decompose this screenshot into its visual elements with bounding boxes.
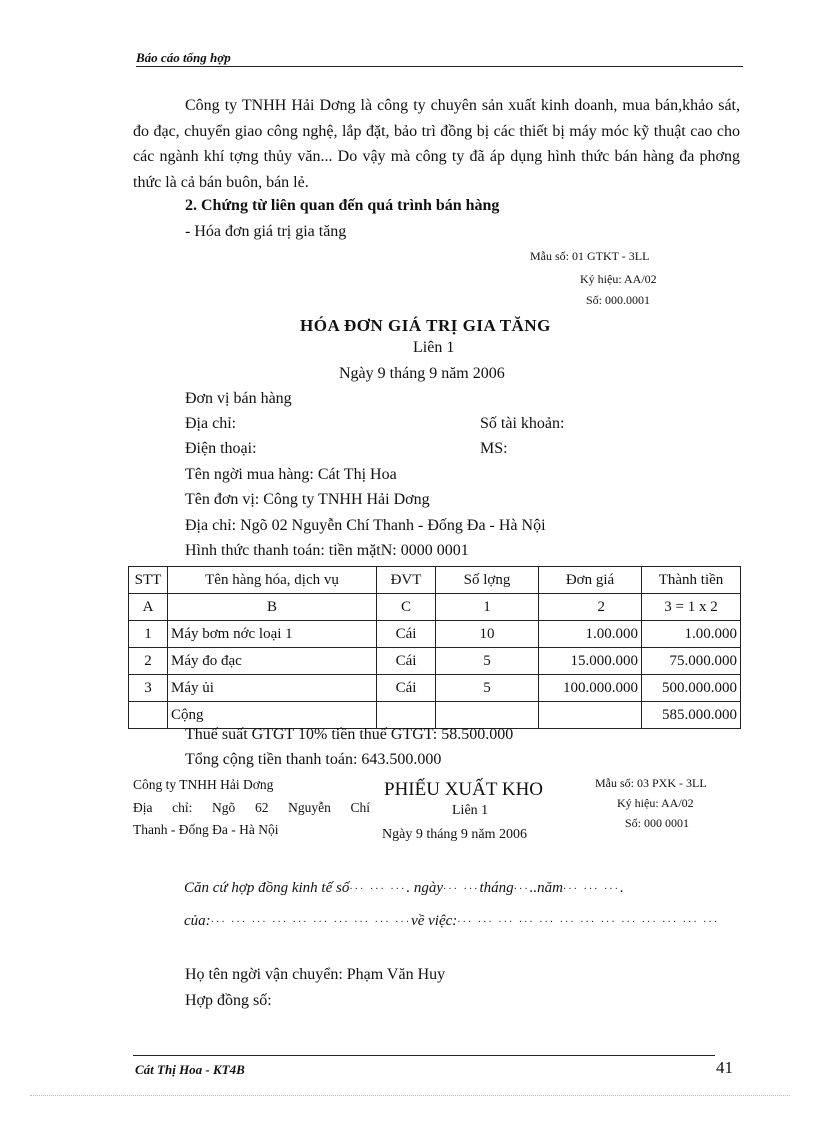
invoice-date: Ngày 9 tháng 9 năm 2006 xyxy=(339,365,505,382)
invoice-form-number: Mẫu số: 01 GTKT - 3LL xyxy=(530,249,650,263)
contract-number-label: Hợp đồng số: xyxy=(185,992,272,1009)
code-cell: 1 xyxy=(436,594,539,621)
total-empty-cell xyxy=(539,702,642,729)
grand-total-line: Tổng cộng tiền thanh toán: 643.500.000 xyxy=(185,751,442,768)
seller-address-label: Địa chỉ: xyxy=(185,415,237,432)
code-cell: C xyxy=(377,594,436,621)
total-empty-cell xyxy=(436,702,539,729)
col-header-amount: Thành tiền xyxy=(642,567,741,594)
phieu-serial: Số: 000 0001 xyxy=(625,816,690,830)
vat-rate-line: Thuế suất GTGT 10% tiền thuế GTGT: 58.500.000 xyxy=(185,726,514,743)
period: . xyxy=(619,880,624,896)
page-number: 41 xyxy=(716,1058,733,1077)
phieu-copy: Liên 1 xyxy=(452,803,489,818)
row-amount: 500.000.000 xyxy=(642,675,741,702)
invoice-symbol: Ký hiệu: AA/02 xyxy=(580,272,657,286)
sub-item-vat-invoice: - Hóa đơn giá trị gia tăng xyxy=(185,223,347,240)
transporter-name: Họ tên ngời vận chuyển: Phạm Văn Huy xyxy=(185,966,446,983)
seller-unit-label: Đơn vị bán hàng xyxy=(185,390,292,407)
col-header-quantity: Số lợng xyxy=(436,567,539,594)
row-quantity: 5 xyxy=(436,675,539,702)
of-label: của: xyxy=(184,913,211,929)
about-label: về việc: xyxy=(411,913,458,929)
col-header-unit: ĐVT xyxy=(377,567,436,594)
phieu-symbol: Ký hiệu: AA/02 xyxy=(617,796,694,810)
phieu-address-line-2: Thanh - Đống Đa - Hà Nội xyxy=(133,822,279,837)
col-header-stt: STT xyxy=(129,567,168,594)
phieu-title: PHIẾU XUẤT KHO xyxy=(384,779,544,800)
blank-dots: ··· ··· ··· xyxy=(349,884,407,895)
code-cell: A xyxy=(129,594,168,621)
row-unit: Cái xyxy=(377,675,436,702)
row-amount: 1.00.000 xyxy=(642,621,741,648)
intro-text: Công ty TNHH Hải Dơng là công ty chuyên sản xuất kinh doanh, mua bán,khảo sát, đo đạc, chuyển giao công nghệ, lắp đặt, bảo trì đồng bị các thiết bị máy móc kỹ thuật cao cho các ngành khí tợng thủy văn... Do vậy mà công ty đã áp dụng hình thức bán hàng đa phơng thức là cả bán buôn, bán lẻ. xyxy=(133,97,740,191)
row-quantity: 10 xyxy=(436,621,539,648)
col-header-item-name: Tên hàng hóa, dịch vụ xyxy=(168,567,377,594)
table-row xyxy=(129,648,741,675)
month-label: tháng xyxy=(479,880,514,896)
footer-divider xyxy=(133,1055,715,1056)
table-header-row xyxy=(129,567,741,594)
row-unit-price: 1.00.000 xyxy=(539,621,642,648)
total-value: 585.000.000 xyxy=(642,702,741,729)
invoice-items-table xyxy=(128,566,741,729)
phieu-company: Công ty TNHH Hải Dơng xyxy=(133,777,274,792)
invoice-serial: Số: 000.0001 xyxy=(586,293,651,307)
contract-basis-label: Căn cứ hợp đồng kinh tế số xyxy=(184,880,350,896)
row-amount: 75.000.000 xyxy=(642,648,741,675)
invoice-copy: Liên 1 xyxy=(413,339,455,356)
row-item-name: Máy ủi xyxy=(168,675,377,702)
page-bottom-border xyxy=(30,1095,790,1096)
code-cell: 3 = 1 x 2 xyxy=(642,594,741,621)
total-empty-cell xyxy=(129,702,168,729)
tax-code-label: MS: xyxy=(480,440,508,457)
table-total-row xyxy=(129,702,741,729)
contract-basis-line xyxy=(184,880,624,897)
blank-dots: ··· ··· xyxy=(443,884,480,895)
row-unit: Cái xyxy=(377,648,436,675)
total-label: Cộng xyxy=(168,702,377,729)
code-cell: B xyxy=(168,594,377,621)
report-header-title: Báo cáo tổng hợp xyxy=(136,50,231,65)
row-unit-price: 100.000.000 xyxy=(539,675,642,702)
buyer-name: Tên ngời mua hàng: Cát Thị Hoa xyxy=(185,466,397,483)
total-empty-cell xyxy=(377,702,436,729)
table-code-row xyxy=(129,594,741,621)
section-heading: 2. Chứng từ liên quan đến quá trình bán hàng xyxy=(185,197,500,214)
table-row xyxy=(129,621,741,648)
col-header-unit-price: Đơn giá xyxy=(539,567,642,594)
blank-dots: ··· ··· ··· ··· ··· ··· ··· ··· ··· ··· xyxy=(210,917,412,928)
row-stt: 2 xyxy=(129,648,168,675)
row-quantity: 5 xyxy=(436,648,539,675)
row-stt: 1 xyxy=(129,621,168,648)
row-stt: 3 xyxy=(129,675,168,702)
row-item-name: Máy bơm nớc loại 1 xyxy=(168,621,377,648)
of-about-line xyxy=(184,913,719,930)
intro-paragraph xyxy=(133,93,740,195)
date-label: . ngày xyxy=(406,880,443,896)
year-label: ..năm xyxy=(529,880,563,896)
row-unit: Cái xyxy=(377,621,436,648)
phieu-form-number: Mẫu số: 03 PXK - 3LL xyxy=(595,776,707,790)
blank-dots: ··· ··· ··· ··· ··· ··· ··· ··· ··· ··· ··· ··· ··· xyxy=(457,917,720,928)
row-item-name: Máy đo đạc xyxy=(168,648,377,675)
seller-phone-label: Điện thoại: xyxy=(185,440,257,457)
footer-author: Cát Thị Hoa - KT4B xyxy=(135,1062,245,1077)
header-divider xyxy=(136,66,743,67)
code-cell: 2 xyxy=(539,594,642,621)
phieu-date: Ngày 9 tháng 9 năm 2006 xyxy=(382,827,528,842)
account-number-label: Số tài khoản: xyxy=(480,415,565,432)
blank-dots: ··· ··· ··· xyxy=(563,884,620,895)
buyer-address: Địa chỉ: Ngõ 02 Nguyễn Chí Thanh - Đống Đa - Hà Nội xyxy=(185,517,546,534)
invoice-title: HÓA ĐƠN GIÁ TRỊ GIA TĂNG xyxy=(300,316,551,335)
payment-method: Hình thức thanh toán: tiền mặtN: 0000 0001 xyxy=(185,542,469,559)
row-unit-price: 15.000.000 xyxy=(539,648,642,675)
table-row xyxy=(129,675,741,702)
phieu-address-line-1: Địa chỉ: Ngõ 62 Nguyễn Chí xyxy=(133,800,370,815)
blank-dots: ··· xyxy=(513,884,530,895)
buyer-unit: Tên đơn vị: Công ty TNHH Hải Dơng xyxy=(185,491,430,508)
